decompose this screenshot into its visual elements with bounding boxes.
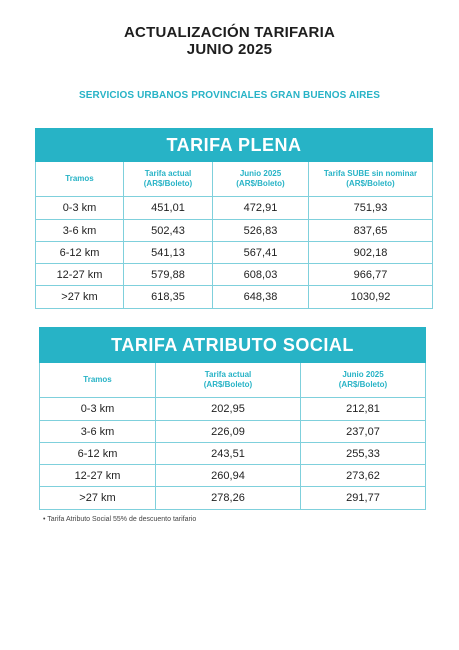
- tarifa-actual-cell: 579,88: [124, 264, 213, 286]
- tarifa-sube-cell: 902,18: [309, 242, 433, 264]
- tarifa-plena-table: [35, 128, 433, 309]
- tarifa-actual-cell: 202,95: [156, 398, 301, 421]
- tramo-cell: 12-27 km: [40, 465, 156, 487]
- table-row: [40, 421, 426, 443]
- junio-2025-cell: 648,38: [213, 286, 309, 309]
- tramo-cell: >27 km: [36, 286, 124, 309]
- tramo-cell: 6-12 km: [36, 242, 124, 264]
- tramo-cell: 3-6 km: [40, 421, 156, 443]
- tarifa-actual-cell: 226,09: [156, 421, 301, 443]
- table-row: [40, 487, 426, 510]
- column-header-junio-2025: Junio 2025 (AR$/Boleto): [213, 162, 309, 197]
- tarifa-actual-cell: 278,26: [156, 487, 301, 510]
- tarifa-actual-cell: 541,13: [124, 242, 213, 264]
- document-subtitle: SERVICIOS URBANOS PROVINCIALES GRAN BUENOS AIRES: [79, 90, 380, 101]
- junio-2025-cell: 291,77: [301, 487, 426, 510]
- tarifa-actual-cell: 451,01: [124, 197, 213, 220]
- column-header-tarifa-sube: Tarifa SUBE sin nominar (AR$/Boleto): [309, 162, 433, 197]
- tramo-cell: 0-3 km: [40, 398, 156, 421]
- title-line-2: JUNIO 2025: [186, 41, 273, 58]
- tarifa-actual-cell: 260,94: [156, 465, 301, 487]
- table-row: [40, 465, 426, 487]
- column-header-tarifa-actual: Tarifa actual (AR$/Boleto): [124, 162, 213, 197]
- tarifa-actual-cell: 243,51: [156, 443, 301, 465]
- junio-2025-cell: 526,83: [213, 220, 309, 242]
- tarifa-actual-cell: 618,35: [124, 286, 213, 309]
- table-row: [36, 264, 433, 286]
- column-header-tramos: Tramos: [36, 162, 124, 197]
- junio-2025-cell: 237,07: [301, 421, 426, 443]
- footnote: • Tarifa Atributo Social 55% de descuento tarifario: [43, 516, 197, 523]
- column-header-junio-2025: Junio 2025 (AR$/Boleto): [301, 363, 426, 398]
- table-row: [40, 398, 426, 421]
- tarifa-atributo-social-table: [39, 327, 426, 510]
- column-header-tarifa-actual: Tarifa actual (AR$/Boleto): [156, 363, 301, 398]
- column-header-tramos: Tramos: [40, 363, 156, 398]
- tramo-cell: 6-12 km: [40, 443, 156, 465]
- tramo-cell: >27 km: [40, 487, 156, 510]
- tarifa-sube-cell: 1030,92: [309, 286, 433, 309]
- table-row: [36, 286, 433, 309]
- table-row: [36, 242, 433, 264]
- tarifa-sube-cell: 837,65: [309, 220, 433, 242]
- table-row: [40, 443, 426, 465]
- tramo-cell: 3-6 km: [36, 220, 124, 242]
- table-row: [36, 197, 433, 220]
- title-line-1: ACTUALIZACIÓN TARIFARIA: [124, 24, 335, 41]
- junio-2025-cell: 273,62: [301, 465, 426, 487]
- document-title: [0, 24, 459, 58]
- junio-2025-cell: 255,33: [301, 443, 426, 465]
- tramo-cell: 0-3 km: [36, 197, 124, 220]
- junio-2025-cell: 567,41: [213, 242, 309, 264]
- junio-2025-cell: 212,81: [301, 398, 426, 421]
- table-row: [36, 220, 433, 242]
- tarifa-social-heading: TARIFA ATRIBUTO SOCIAL: [40, 328, 426, 363]
- junio-2025-cell: 472,91: [213, 197, 309, 220]
- tramo-cell: 12-27 km: [36, 264, 124, 286]
- tarifa-actual-cell: 502,43: [124, 220, 213, 242]
- tarifa-sube-cell: 751,93: [309, 197, 433, 220]
- tarifa-sube-cell: 966,77: [309, 264, 433, 286]
- tarifa-plena-heading: TARIFA PLENA: [36, 129, 433, 162]
- junio-2025-cell: 608,03: [213, 264, 309, 286]
